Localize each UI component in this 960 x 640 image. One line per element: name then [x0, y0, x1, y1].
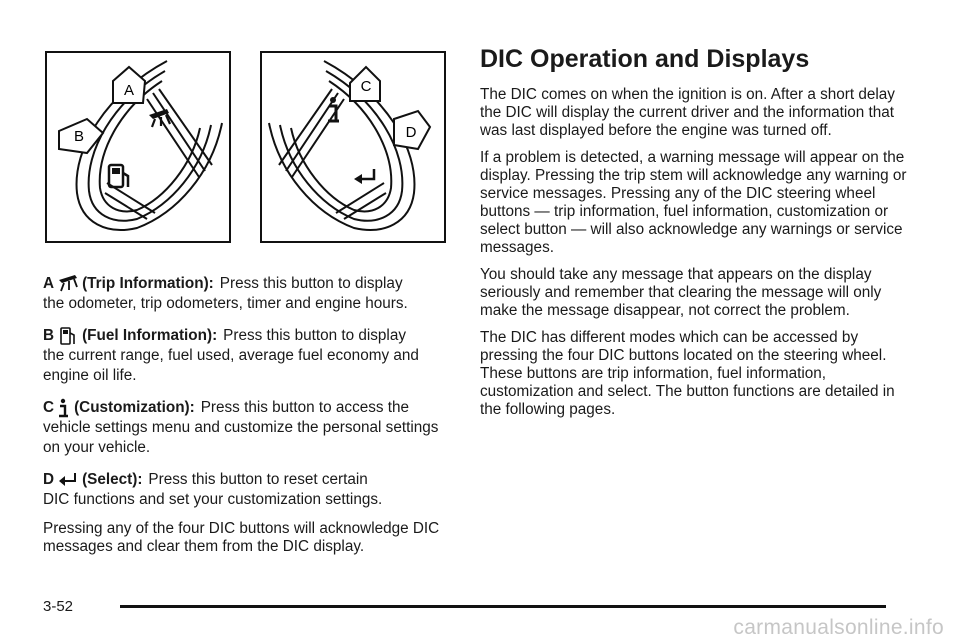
callout-a — [113, 67, 145, 103]
item-label: (Fuel Information): — [82, 327, 218, 344]
right-button-pad-drawing — [262, 53, 444, 241]
callout-c-label: C — [360, 78, 372, 95]
item-fuel-information — [43, 324, 453, 386]
item-first-text: Press this button to display — [219, 275, 403, 292]
item-label: (Trip Information): — [82, 275, 214, 292]
callout-d-label: D — [405, 124, 417, 141]
left-button-pad-drawing — [47, 53, 229, 241]
button-descriptions — [43, 272, 453, 556]
select-icon — [354, 169, 374, 184]
fuel-icon — [109, 165, 128, 187]
trip-icon — [58, 274, 78, 294]
dic-operation-section — [480, 44, 910, 428]
item-rest-text: the current range, fuel used, average fuel economy and engine oil life. — [43, 347, 419, 384]
item-letter: D — [43, 471, 55, 488]
item-label: (Select): — [82, 471, 143, 488]
steering-buttons-right-illustration — [260, 51, 446, 243]
item-rest-text: DIC functions and set your customization settings. — [43, 491, 383, 508]
item-letter: A — [43, 275, 55, 292]
steering-buttons-left-illustration — [45, 51, 231, 243]
footer-rule — [120, 605, 886, 608]
paragraph: You should take any message that appears on the display seriously and remember that clearing the message will only make the message disappear, not correct the problem. — [480, 266, 882, 319]
item-rest-text: vehicle settings menu and customize the personal settings on your vehicle. — [43, 419, 439, 456]
item-letter: B — [43, 327, 55, 344]
item-customization — [43, 396, 453, 458]
item-first-text: Press this button to reset certain — [148, 471, 368, 488]
item-select — [43, 468, 453, 510]
item-first-text: Press this button to display — [223, 327, 406, 344]
info-icon — [58, 398, 70, 418]
paragraph: The DIC has different modes which can be accessed by pressing the four DIC buttons located on the steering wheel. These buttons are trip information, fuel information, customization and select. The button functions are detailed in the following pages. — [480, 329, 895, 418]
callout-d — [394, 111, 430, 149]
item-letter: C — [43, 399, 55, 416]
callout-c — [350, 67, 380, 101]
paragraph: The DIC comes on when the ignition is on. After a short delay the DIC will display the current driver and the information that was last displayed before the engine was turned off. — [480, 86, 895, 139]
watermark: carmanualsonline.info — [733, 616, 944, 639]
callout-a-label: A — [123, 82, 135, 99]
item-rest-text: the odometer, trip odometers, timer and engine hours. — [43, 295, 408, 312]
paragraph: If a problem is detected, a warning message will appear on the display. Pressing the trip stem will acknowledge any warning or service messages. Pressing any of the DIC steering wheel buttons — trip information, fuel information, customization or select button — will also acknowledge any warnings or service messages. — [480, 149, 907, 256]
item-label: (Customization): — [74, 399, 195, 416]
page-number: 3-52 — [43, 598, 74, 615]
item-first-text: Press this button to access the — [200, 399, 410, 416]
callout-b-label: B — [73, 128, 85, 145]
section-heading: DIC Operation and Displays — [480, 45, 810, 73]
item-trip-information — [43, 272, 453, 314]
select-icon — [58, 470, 78, 490]
fuel-icon — [58, 326, 78, 346]
info-icon — [328, 97, 339, 121]
closing-paragraph: Pressing any of the four DIC buttons will acknowledge DIC messages and clear them from the DIC display. — [43, 520, 440, 555]
